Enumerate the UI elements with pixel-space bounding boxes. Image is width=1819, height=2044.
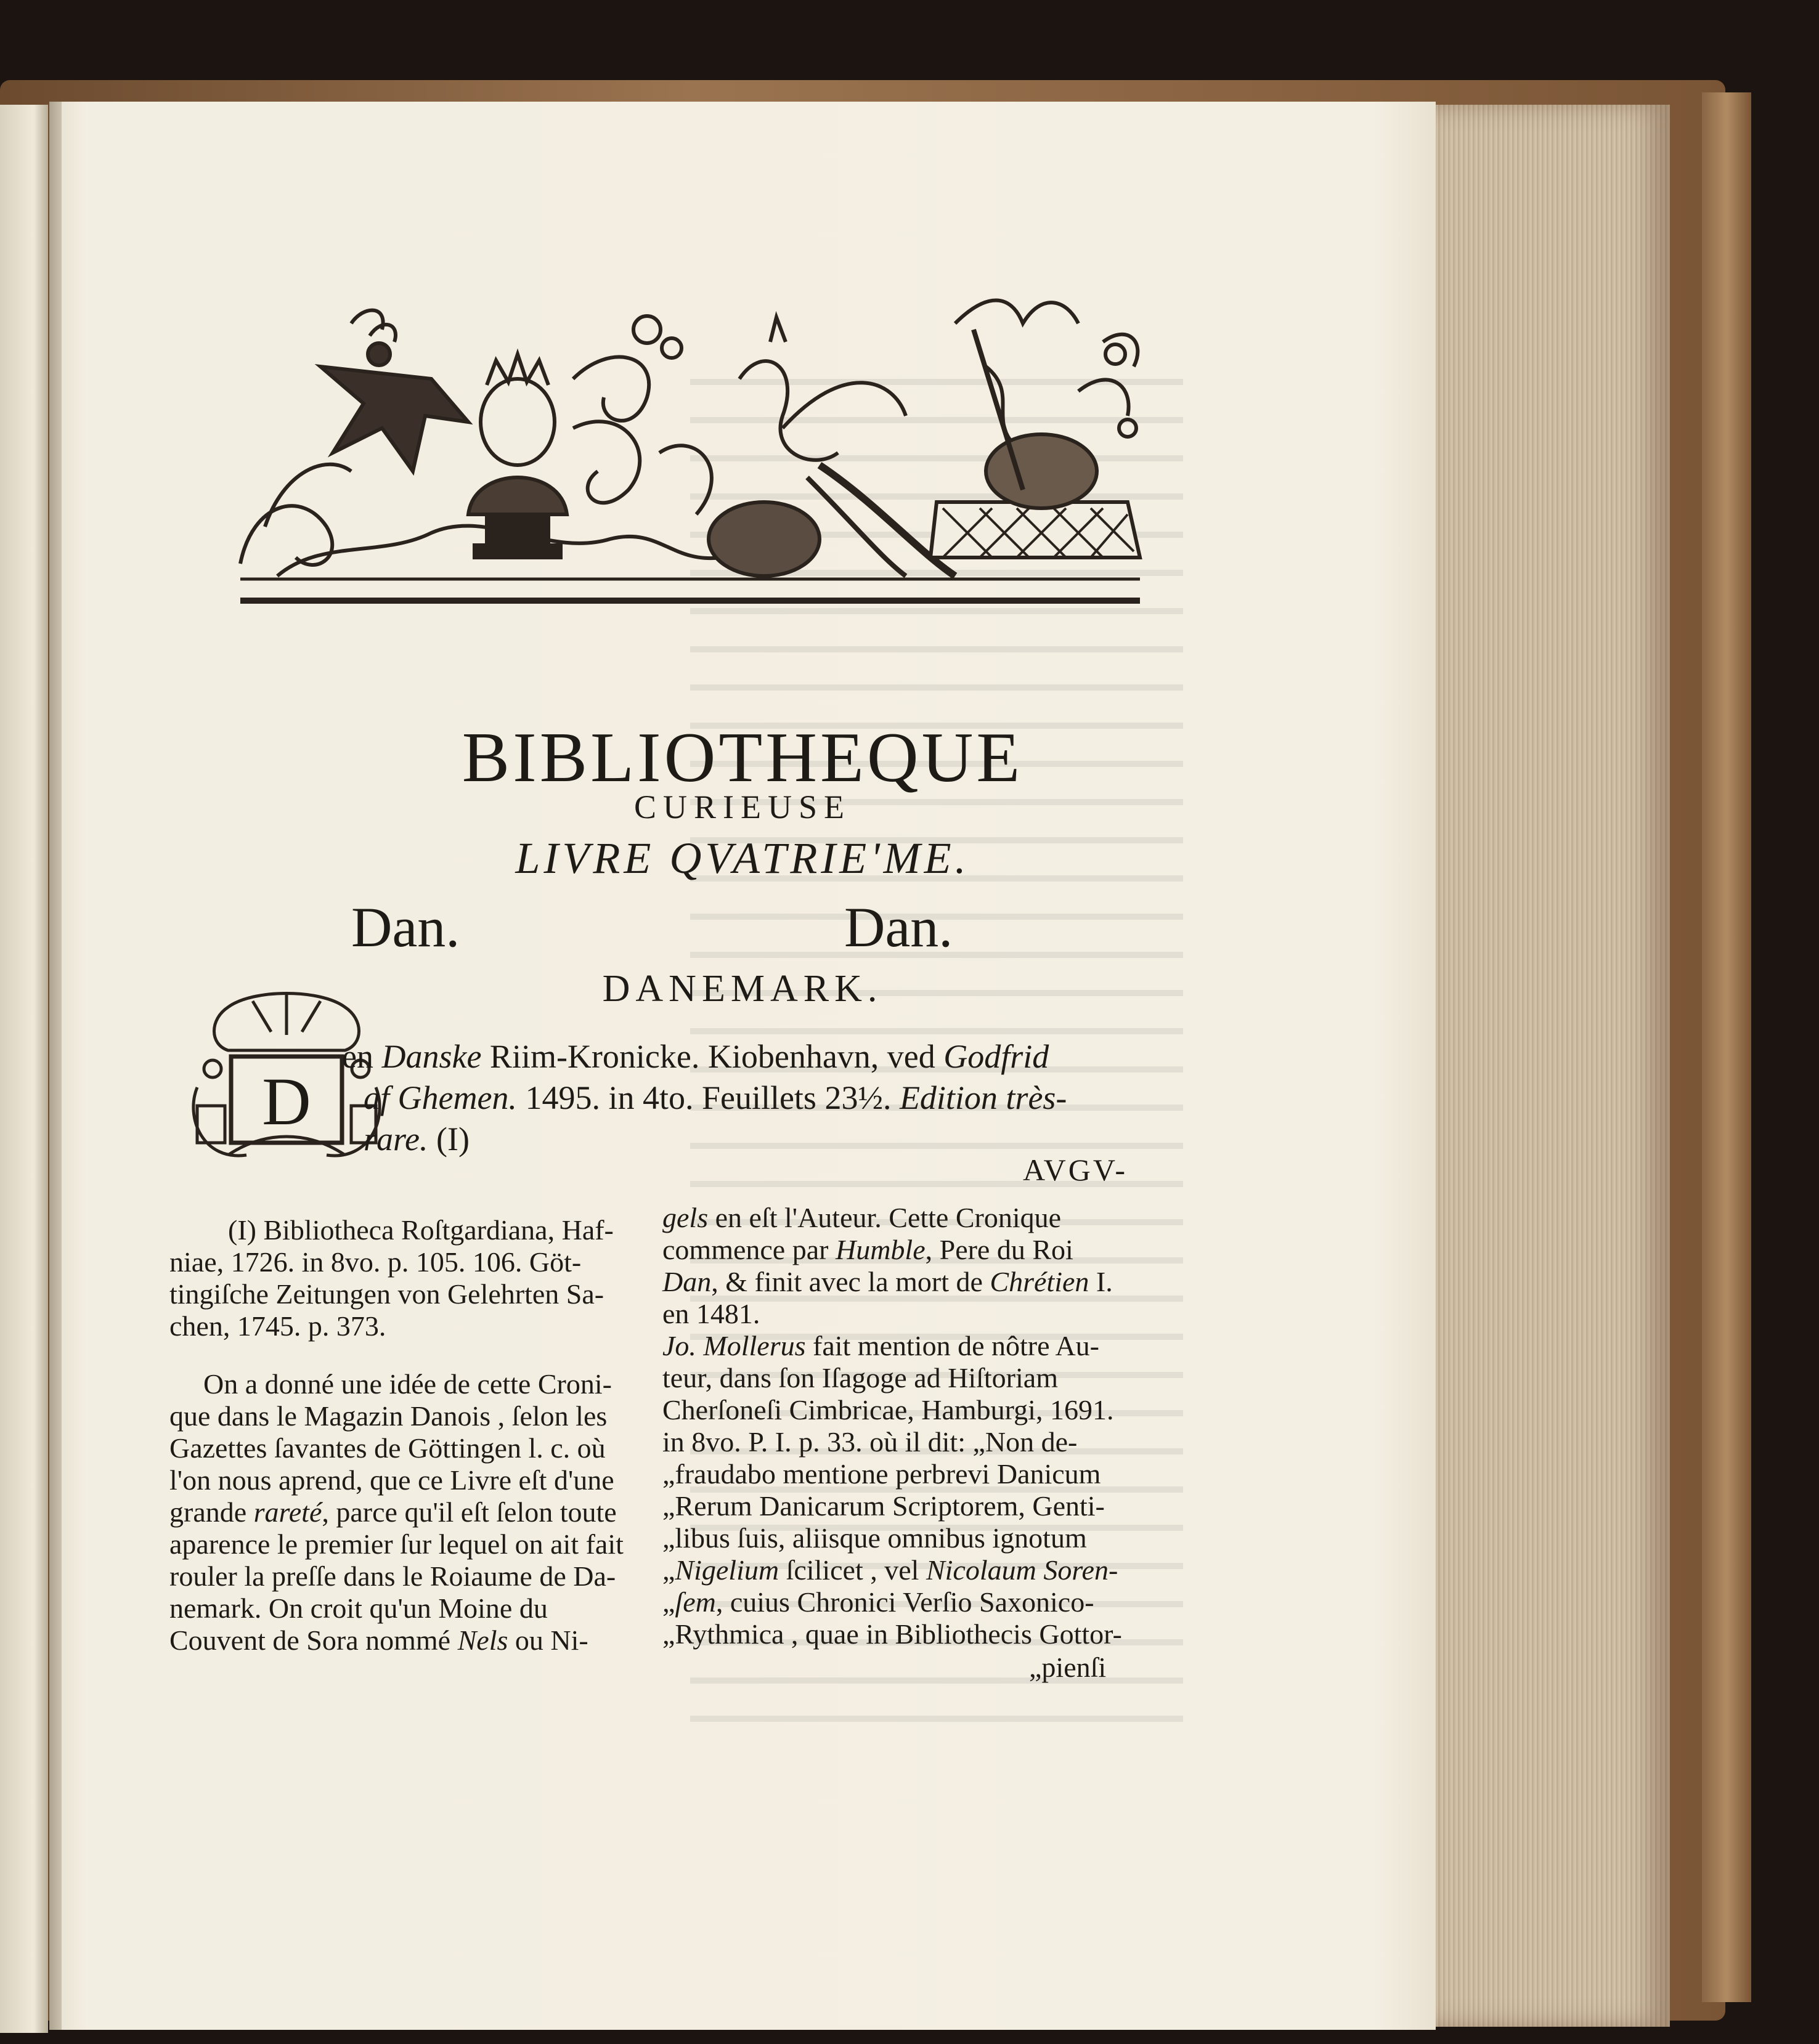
page-title: BIBLIOTHEQUE (462, 718, 1023, 797)
facing-page-edge (0, 105, 48, 2033)
decorated-initial-frame (179, 983, 394, 1174)
right-column-line: Dan, & finit avec la mort de Chrétien I. (662, 1266, 1113, 1297)
left-column-line: grande rareté, parce qu'il eſt ſelon toute (169, 1496, 617, 1528)
footnote-line: (I) Bibliotheca Roſtgardiana, Haf- (228, 1214, 614, 1246)
printed-page (49, 102, 1436, 2030)
entry-line-2: af Ghemen. 1495. in 4to. Feuillets 23½. Edition très- (364, 1079, 1067, 1116)
right-column-line: „ſem, cuius Chronici Verſio Saxonico- (662, 1586, 1094, 1618)
gutter-shadow (49, 102, 62, 2030)
footnote-line: tingiſche Zeitungen von Gelehrten Sa- (169, 1278, 604, 1310)
right-column-line: commence par Humble, Pere du Roi (662, 1234, 1073, 1265)
running-head-right: Dan. (844, 896, 953, 959)
right-column-line: „Rerum Danicarum Scriptorem, Genti- (662, 1490, 1105, 1522)
page-subtitle: CURIEUSE (633, 789, 851, 825)
left-column-line: nemark. On croit qu'un Moine du (169, 1592, 548, 1624)
left-column-line: Gazettes ſavantes de Göttingen l. c. où (169, 1432, 606, 1464)
running-head-left: Dan. (351, 896, 460, 959)
catchword: AVGV- (1023, 1153, 1128, 1187)
entry-line-3: rare. (I) (364, 1121, 470, 1158)
right-column-line: Jo. Mollerus fait mention de nôtre Au- (662, 1330, 1100, 1361)
right-column-line: teur, dans ſon Iſagoge ad Hiſtoriam (662, 1362, 1058, 1393)
right-column-line: „Rythmica , quae in Bibliothecis Gottor- (662, 1618, 1122, 1650)
right-column-line: „libus ſuis, aliisque omnibus ignotum (662, 1522, 1087, 1554)
left-column-line: que dans le Magazin Danois , ſelon les (169, 1400, 608, 1432)
left-column-line: rouler la preſſe dans le Roiaume de Da- (169, 1560, 616, 1592)
right-column-line: „fraudabo mentione perbrevi Danicum (662, 1458, 1101, 1490)
right-column-line: en 1481. (662, 1298, 760, 1329)
book-part-heading: LIVRE QVATRIE'ME. (515, 833, 970, 883)
right-column-line: „Nigelium ſcilicet , vel Nicolaum Soren- (662, 1554, 1118, 1586)
left-column-line: Couvent de Sora nommé Nels ou Ni- (169, 1624, 588, 1656)
left-column-line: l'on nous aprend, que ce Livre eſt d'une (169, 1464, 614, 1496)
book-spine (1702, 92, 1751, 2002)
section-heading: DANEMARK. (602, 968, 883, 1010)
entry-line-1: en Danske Riim-Kronicke. Kiobenhavn, ved Godfrid (342, 1038, 1049, 1075)
drop-cap-letter: D (262, 1064, 311, 1139)
woodcut-headpiece-ornament (228, 268, 1152, 619)
left-column-line: On a donné une idée de cette Croni- (203, 1368, 612, 1400)
left-column-line: aparence le premier ſur lequel on ait fait (169, 1528, 624, 1560)
page-block-edge (1436, 105, 1670, 2027)
right-column-line: in 8vo. P. I. p. 33. où il dit: „Non de- (662, 1426, 1078, 1458)
right-column-line: Cherſoneſi Cimbricae, Hamburgi, 1691. (662, 1394, 1114, 1426)
footnote-line: niae, 1726. in 8vo. p. 105. 106. Göt- (169, 1246, 582, 1278)
right-column-line: gels en eſt l'Auteur. Cette Cronique (662, 1202, 1062, 1233)
right-catchword: „pienſi (1029, 1652, 1107, 1683)
footnote-line: chen, 1745. p. 373. (169, 1310, 386, 1342)
